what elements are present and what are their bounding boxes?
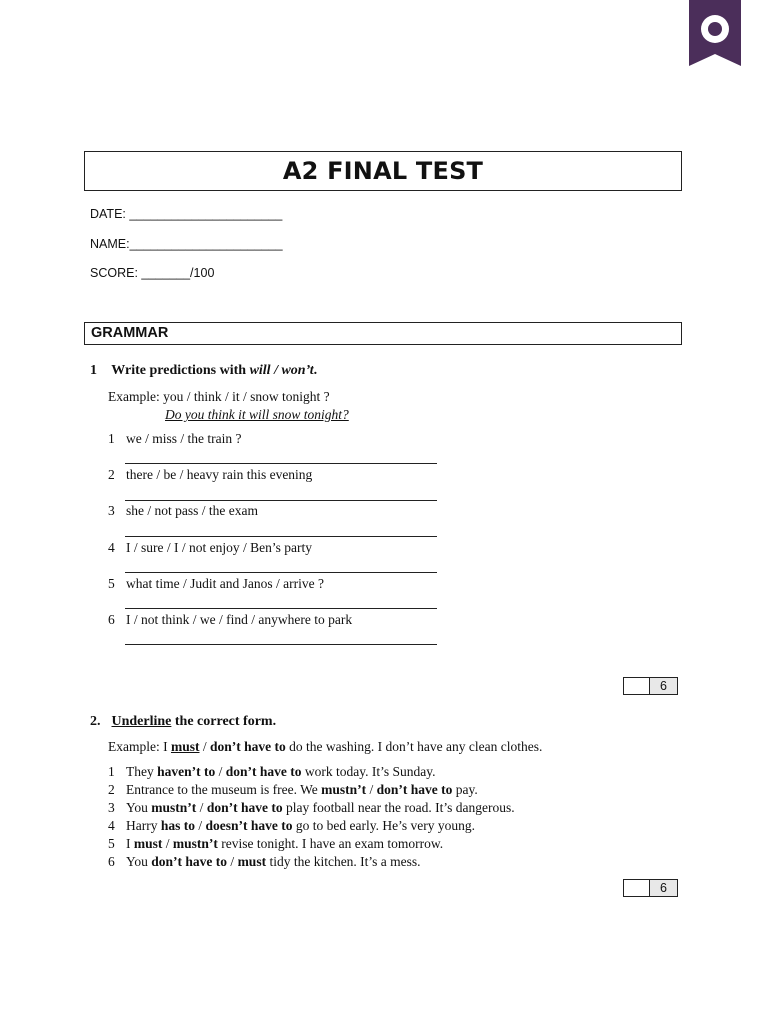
- question-2-heading: [90, 714, 276, 730]
- sentence-start: They: [126, 764, 158, 779]
- option-1[interactable]: haven’t to: [157, 764, 216, 779]
- option-1[interactable]: has to: [160, 818, 195, 833]
- option-separator: /: [196, 800, 207, 815]
- section-header: GRAMMAR: [84, 322, 682, 345]
- item-prompt: we / miss / the train ?: [126, 431, 242, 446]
- question-1-heading: [90, 363, 317, 379]
- question-number: 1: [90, 363, 97, 378]
- item-number: 2: [108, 782, 115, 797]
- answer-line[interactable]: [125, 608, 437, 609]
- sentence-start: I: [126, 836, 134, 851]
- page-title: A2 FINAL TEST: [282, 157, 484, 185]
- sentence-end: go to bed early. He’s very young.: [292, 818, 475, 833]
- date-field[interactable]: DATE: ______________________: [90, 207, 283, 221]
- answer-line[interactable]: [125, 536, 437, 537]
- option-1[interactable]: mustn’t: [151, 800, 197, 815]
- option-2[interactable]: must: [237, 854, 267, 869]
- option-1[interactable]: mustn’t: [321, 782, 367, 797]
- item-prompt: there / be / heavy rain this evening: [126, 467, 313, 482]
- option-separator: /: [366, 782, 377, 797]
- example-rest: do the washing. I don’t have any clean clothes.: [285, 739, 543, 754]
- item-number: 5: [108, 836, 115, 851]
- answer-line[interactable]: [125, 500, 437, 501]
- item-prompt: she / not pass / the exam: [126, 503, 258, 518]
- option-separator: /: [227, 854, 238, 869]
- item-number: 4: [108, 818, 115, 833]
- name-field[interactable]: NAME:______________________: [90, 237, 283, 251]
- option-separator: /: [215, 764, 226, 779]
- sentence-end: play football near the road. It’s dangerous.: [282, 800, 515, 815]
- option-1[interactable]: don’t have to: [151, 854, 228, 869]
- item-number: 4: [108, 540, 115, 555]
- sentence-end: work today. It’s Sunday.: [301, 764, 436, 779]
- item-number: 3: [108, 503, 115, 518]
- question-number: 2.: [90, 714, 101, 729]
- example-answer: [165, 407, 349, 423]
- option-2[interactable]: doesn’t have to: [205, 818, 293, 833]
- option-separator: /: [199, 739, 211, 754]
- bookmark-logo-icon: [689, 0, 741, 66]
- item-number: 1: [108, 431, 115, 446]
- sentence-start: Entrance to the museum is free. We: [126, 782, 322, 797]
- option-separator: /: [195, 818, 206, 833]
- item-sentence: [126, 854, 421, 870]
- heading-underlined: Underline: [111, 714, 172, 729]
- max-score: 6: [650, 879, 678, 897]
- heading-text: the correct form.: [171, 714, 277, 729]
- item-prompt: what time / Judit and Janos / arrive ?: [126, 576, 324, 591]
- example-option-correct: must: [170, 739, 200, 754]
- score-input[interactable]: [623, 677, 650, 695]
- sentence-start: Harry: [126, 818, 161, 833]
- option-separator: /: [162, 836, 173, 851]
- title-box: [84, 151, 682, 191]
- question-1-score-box: [623, 677, 678, 695]
- item-prompt: I / sure / I / not enjoy / Ben’s party: [126, 540, 312, 555]
- sentence-start: You: [126, 800, 152, 815]
- item-sentence: [126, 764, 436, 780]
- score-input[interactable]: [623, 879, 650, 897]
- option-2[interactable]: mustn’t: [172, 836, 218, 851]
- example-prompt: Example: you / think / it / snow tonight ?: [108, 389, 330, 404]
- sentence-end: revise tonight. I have an exam tomorrow.: [217, 836, 444, 851]
- sentence-end: tidy the kitchen. It’s a mess.: [266, 854, 421, 869]
- item-prompt: I / not think / we / find / anywhere to park: [126, 612, 353, 627]
- score-field[interactable]: SCORE: _______/100: [90, 266, 215, 280]
- item-sentence: [126, 782, 478, 798]
- option-2[interactable]: don’t have to: [376, 782, 453, 797]
- option-2[interactable]: don’t have to: [206, 800, 283, 815]
- example-option: don’t have to: [210, 739, 286, 754]
- item-number: 1: [108, 764, 115, 779]
- max-score: 6: [650, 677, 678, 695]
- heading-emphasis: will / won’t: [249, 363, 314, 378]
- question-2-score-box: [623, 879, 678, 897]
- item-number: 5: [108, 576, 115, 591]
- sentence-end: pay.: [452, 782, 478, 797]
- heading-text: Write predictions with: [111, 363, 250, 378]
- item-sentence: [126, 818, 475, 834]
- item-sentence: [126, 800, 515, 816]
- answer-line[interactable]: [125, 463, 437, 464]
- heading-suffix: .: [313, 363, 318, 378]
- item-number: 6: [108, 612, 115, 627]
- item-number: 2: [108, 467, 115, 482]
- option-2[interactable]: don’t have to: [225, 764, 302, 779]
- example-prefix: Example: I: [108, 739, 171, 754]
- sentence-start: You: [126, 854, 152, 869]
- item-number: 6: [108, 854, 115, 869]
- item-number: 3: [108, 800, 115, 815]
- example-sentence: [108, 739, 542, 755]
- answer-line[interactable]: [125, 644, 437, 645]
- example-answer-text: Do you think it will snow tonight?: [165, 407, 349, 422]
- item-sentence: [126, 836, 443, 852]
- answer-line[interactable]: [125, 572, 437, 573]
- option-1[interactable]: must: [133, 836, 163, 851]
